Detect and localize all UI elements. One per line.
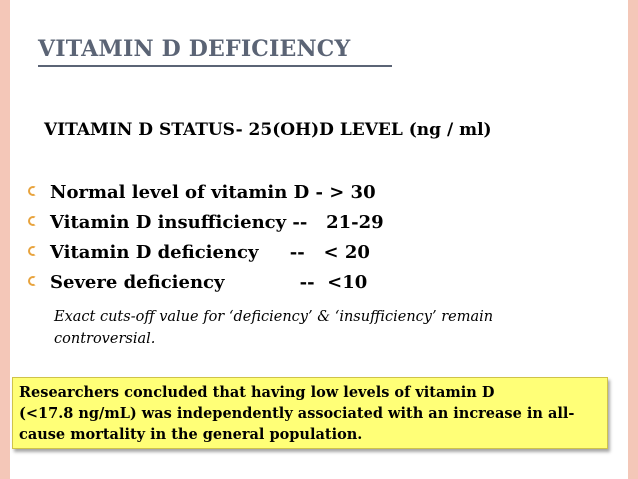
note-line: controversial. bbox=[54, 331, 156, 347]
slide-frame-left bbox=[0, 0, 10, 479]
slide-frame-right bbox=[628, 0, 638, 479]
bullet-label: Vitamin D deficiency -- < 20 bbox=[50, 241, 370, 263]
bullet-normal bbox=[28, 180, 588, 204]
slide-title: VITAMIN D DEFICIENCY bbox=[38, 36, 351, 62]
title-underline bbox=[38, 65, 392, 67]
callout-line: Researchers concluded that having low levels of vitamin D bbox=[19, 384, 495, 401]
callout-line: (<17.8 ng/mL) was independently associated with an increase in all- bbox=[19, 405, 575, 422]
arc-bullet-icon bbox=[28, 185, 40, 199]
arc-bullet-icon bbox=[28, 215, 40, 229]
bullet-insufficiency bbox=[28, 210, 588, 234]
research-callout-box bbox=[12, 377, 608, 449]
bullet-label: Vitamin D insufficiency -- 21-29 bbox=[50, 211, 384, 233]
status-heading: VITAMIN D STATUS- 25(OH)D LEVEL (ng / ml) bbox=[44, 120, 492, 140]
arc-bullet-icon bbox=[28, 275, 40, 289]
cutoff-note bbox=[54, 306, 574, 350]
bullet-severe bbox=[28, 270, 588, 294]
arc-bullet-icon bbox=[28, 245, 40, 259]
bullet-label: Severe deficiency -- <10 bbox=[50, 271, 368, 293]
bullet-list bbox=[28, 180, 588, 300]
callout-line: cause mortality in the general population. bbox=[19, 426, 363, 443]
bullet-deficiency bbox=[28, 240, 588, 264]
note-line: Exact cuts-off value for ‘deficiency’ & ‘insufficiency’ remain bbox=[54, 309, 494, 325]
bullet-label: Normal level of vitamin D - > 30 bbox=[50, 181, 376, 203]
